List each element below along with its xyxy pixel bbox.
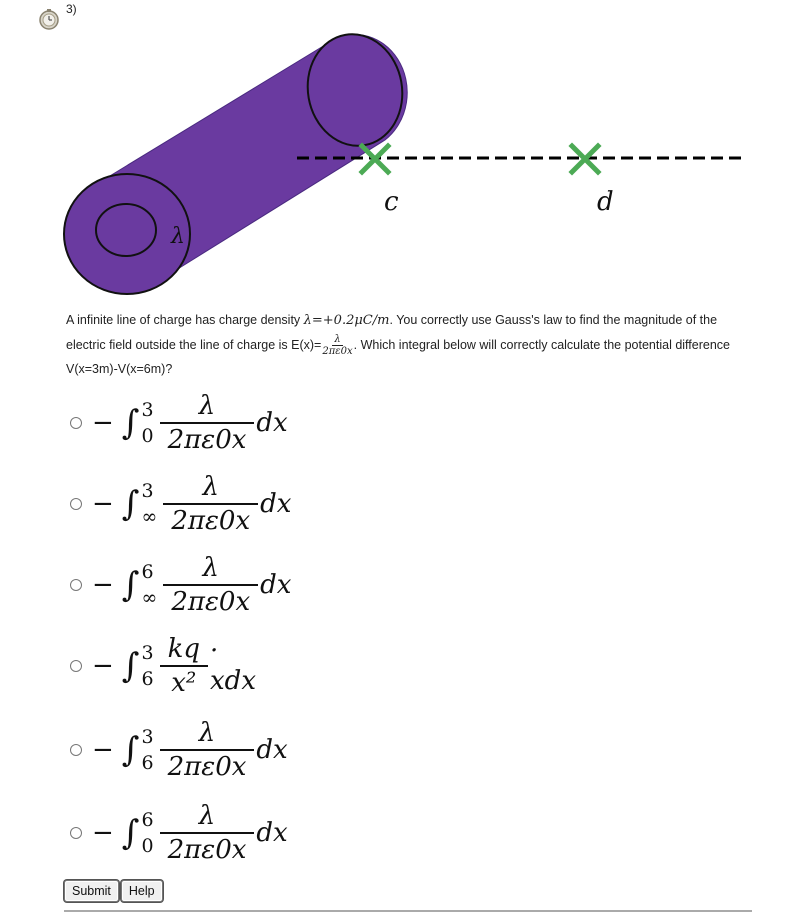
minus-sign: − [92,489,114,519]
problem-statement [66,308,746,381]
lower-limit: 6 [141,668,154,690]
charge-density: λ=+0.2μC/m [303,313,390,328]
integral-icon: ∫ [121,565,140,605]
integral-icon: ∫ [121,646,140,686]
radio-button[interactable] [70,660,82,672]
minus-sign: − [92,408,114,438]
label-c: c [384,187,399,217]
lower-limit: 6 [141,752,154,774]
choice-3[interactable] [66,547,291,623]
lower-limit: 0 [141,425,154,447]
differential: · xdx [210,636,256,696]
numerator: λ [160,800,255,834]
radio-button[interactable] [70,827,82,839]
choice-5[interactable] [66,712,288,788]
field-fraction [322,334,352,357]
integrand-fraction [164,717,251,783]
radio-button[interactable] [70,579,82,591]
differential: dx [256,818,288,848]
differential: dx [260,570,292,600]
integral-icon: ∫ [121,813,140,853]
upper-limit: 3 [141,399,154,421]
lower-limit: ∞ [141,506,158,528]
numerator: λ [163,471,258,505]
action-buttons [64,880,163,902]
upper-limit: 3 [141,480,154,502]
submit-button[interactable]: Submit [64,880,119,902]
lower-limit: 0 [141,835,154,857]
choice-4[interactable] [66,628,256,704]
numerator: λ [160,717,255,751]
radio-button[interactable] [70,498,82,510]
upper-limit: 3 [141,726,154,748]
minus-sign: − [92,735,114,765]
integrand-fraction [164,800,251,866]
help-button[interactable]: Help [121,880,163,902]
choice-6[interactable] [66,795,288,871]
integrand-fraction [164,390,251,456]
upper-limit: 6 [141,809,154,831]
lower-limit: ∞ [141,587,158,609]
denominator: x² [171,668,197,698]
integral-icon: ∫ [121,730,140,770]
field-numerator: λ [334,334,341,346]
label-d: d [597,187,614,217]
integrand-fraction [164,633,204,699]
minus-sign: − [92,818,114,848]
denominator: 2πε0x [167,752,247,782]
minus-sign: − [92,651,114,681]
numerator: λ [163,552,258,586]
problem-text-2: . You correctly use Gauss's law to find the magnitude of the electric field outside the line of charge is E(x)= [66,313,718,352]
radio-button[interactable] [70,417,82,429]
integrand-fraction [167,552,254,618]
denominator: 2πε0x [167,835,247,865]
choice-2[interactable] [66,466,291,542]
label-lambda: λ [171,224,185,249]
differential: dx [260,489,292,519]
numerator: λ [160,390,255,424]
radio-button[interactable] [70,744,82,756]
integral-icon: ∫ [121,484,140,524]
differential: dx [256,735,288,765]
minus-sign: − [92,570,114,600]
integrand-fraction [167,471,254,537]
divider [64,910,752,912]
denominator: 2πε0x [171,506,251,536]
question-number: 3) [66,2,77,16]
differential: dx [256,408,288,438]
field-denominator: 2πε0x [322,346,353,358]
line-charge-figure [0,0,807,300]
upper-limit: 6 [141,561,154,583]
numerator: kq [160,633,208,667]
problem-text-3: . Which integral below will correctly calculate the potential difference V(x=3m)-V(x=6m)? [66,338,730,377]
upper-limit: 3 [141,642,154,664]
denominator: 2πε0x [167,425,247,455]
integral-icon: ∫ [121,403,140,443]
problem-text-1: A infinite line of charge has charge density [66,313,304,327]
cross-c-icon [362,146,388,172]
choice-1[interactable] [66,385,288,461]
denominator: 2πε0x [171,587,251,617]
